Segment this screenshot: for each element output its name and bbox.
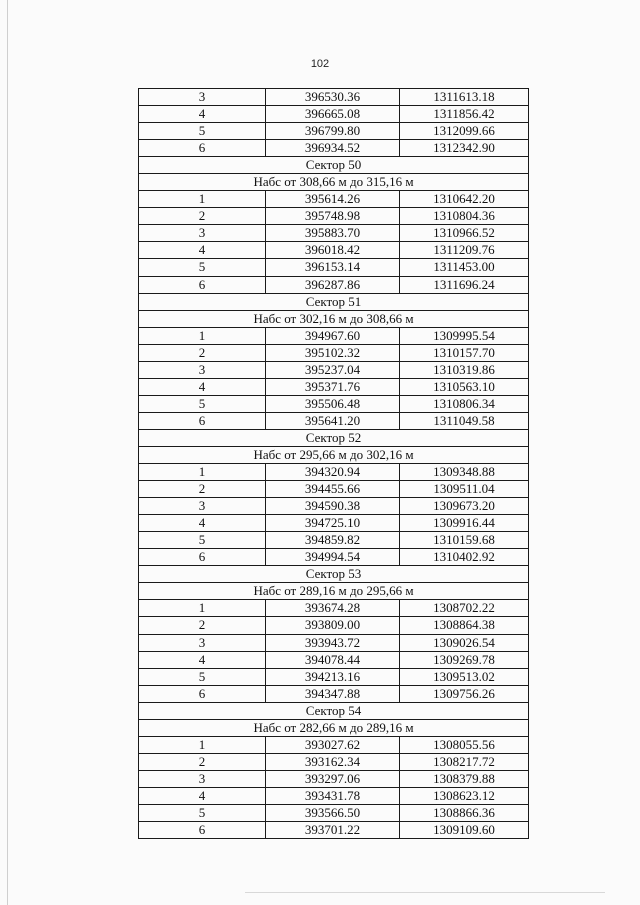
table-row	[139, 361, 529, 378]
table-row	[139, 395, 529, 412]
x-coordinate-cell: 395506.48	[266, 395, 400, 412]
point-number-cell: 5	[139, 123, 266, 140]
point-number-cell: 6	[139, 276, 266, 293]
x-coordinate-cell: 394320.94	[266, 464, 400, 481]
y-coordinate-cell: 1308379.88	[400, 770, 529, 787]
sector-range-row	[139, 719, 529, 736]
page-number: 102	[310, 58, 330, 70]
table-row	[139, 549, 529, 566]
x-coordinate-cell: 394994.54	[266, 549, 400, 566]
table-row	[139, 651, 529, 668]
point-number-cell: 2	[139, 208, 266, 225]
point-number-cell: 2	[139, 481, 266, 498]
x-coordinate-cell: 396018.42	[266, 242, 400, 259]
y-coordinate-cell: 1311049.58	[400, 412, 529, 429]
y-coordinate-cell: 1309995.54	[400, 327, 529, 344]
x-coordinate-cell: 396799.80	[266, 123, 400, 140]
table-row	[139, 464, 529, 481]
y-coordinate-cell: 1311209.76	[400, 242, 529, 259]
y-coordinate-cell: 1312099.66	[400, 123, 529, 140]
point-number-cell: 4	[139, 651, 266, 668]
table-row	[139, 327, 529, 344]
coordinates-table-body	[139, 89, 529, 839]
sector-range-row	[139, 446, 529, 463]
x-coordinate-cell: 393027.62	[266, 736, 400, 753]
y-coordinate-cell: 1308055.56	[400, 736, 529, 753]
y-coordinate-cell: 1309756.26	[400, 685, 529, 702]
table-row	[139, 191, 529, 208]
x-coordinate-cell: 394967.60	[266, 327, 400, 344]
y-coordinate-cell: 1309269.78	[400, 651, 529, 668]
table-row	[139, 208, 529, 225]
x-coordinate-cell: 395883.70	[266, 225, 400, 242]
table-row	[139, 344, 529, 361]
sector-range: Набс от 289,16 м до 295,66 м	[139, 583, 529, 600]
y-coordinate-cell: 1309511.04	[400, 481, 529, 498]
table-row	[139, 668, 529, 685]
point-number-cell: 4	[139, 515, 266, 532]
sector-title-row	[139, 566, 529, 583]
y-coordinate-cell: 1308864.38	[400, 617, 529, 634]
table-row	[139, 140, 529, 157]
x-coordinate-cell: 393431.78	[266, 787, 400, 804]
table-row	[139, 276, 529, 293]
y-coordinate-cell: 1308623.12	[400, 787, 529, 804]
sector-title-row	[139, 429, 529, 446]
point-number-cell: 4	[139, 378, 266, 395]
x-coordinate-cell: 395748.98	[266, 208, 400, 225]
x-coordinate-cell: 393701.22	[266, 822, 400, 839]
table-row	[139, 412, 529, 429]
x-coordinate-cell: 396287.86	[266, 276, 400, 293]
point-number-cell: 1	[139, 600, 266, 617]
table-row	[139, 736, 529, 753]
x-coordinate-cell: 396153.14	[266, 259, 400, 276]
table-row	[139, 804, 529, 821]
sector-title: Сектор 51	[139, 293, 529, 310]
sector-range-row	[139, 174, 529, 191]
x-coordinate-cell: 395371.76	[266, 378, 400, 395]
table-row	[139, 634, 529, 651]
y-coordinate-cell: 1308702.22	[400, 600, 529, 617]
point-number-cell: 2	[139, 753, 266, 770]
x-coordinate-cell: 393809.00	[266, 617, 400, 634]
y-coordinate-cell: 1310642.20	[400, 191, 529, 208]
sector-title: Сектор 53	[139, 566, 529, 583]
x-coordinate-cell: 394590.38	[266, 498, 400, 515]
y-coordinate-cell: 1312342.90	[400, 140, 529, 157]
point-number-cell: 3	[139, 89, 266, 106]
table-row	[139, 242, 529, 259]
x-coordinate-cell: 394347.88	[266, 685, 400, 702]
point-number-cell: 1	[139, 464, 266, 481]
point-number-cell: 6	[139, 549, 266, 566]
y-coordinate-cell: 1309348.88	[400, 464, 529, 481]
sector-range-row	[139, 310, 529, 327]
table-row	[139, 822, 529, 839]
sector-title: Сектор 50	[139, 157, 529, 174]
x-coordinate-cell: 394455.66	[266, 481, 400, 498]
sector-range: Набс от 302,16 м до 308,66 м	[139, 310, 529, 327]
y-coordinate-cell: 1310966.52	[400, 225, 529, 242]
point-number-cell: 2	[139, 617, 266, 634]
point-number-cell: 3	[139, 498, 266, 515]
y-coordinate-cell: 1308217.72	[400, 753, 529, 770]
table-row	[139, 123, 529, 140]
table-row	[139, 770, 529, 787]
table-row	[139, 106, 529, 123]
y-coordinate-cell: 1311613.18	[400, 89, 529, 106]
page-edge-bottom	[245, 892, 605, 893]
y-coordinate-cell: 1309673.20	[400, 498, 529, 515]
point-number-cell: 5	[139, 259, 266, 276]
point-number-cell: 5	[139, 395, 266, 412]
y-coordinate-cell: 1310319.86	[400, 361, 529, 378]
y-coordinate-cell: 1310159.68	[400, 532, 529, 549]
table-row	[139, 685, 529, 702]
y-coordinate-cell: 1310806.34	[400, 395, 529, 412]
coordinates-table	[138, 88, 529, 839]
table-row	[139, 481, 529, 498]
point-number-cell: 3	[139, 361, 266, 378]
y-coordinate-cell: 1311696.24	[400, 276, 529, 293]
point-number-cell: 6	[139, 412, 266, 429]
x-coordinate-cell: 394213.16	[266, 668, 400, 685]
point-number-cell: 3	[139, 634, 266, 651]
table-row	[139, 498, 529, 515]
point-number-cell: 4	[139, 242, 266, 259]
x-coordinate-cell: 395237.04	[266, 361, 400, 378]
point-number-cell: 6	[139, 685, 266, 702]
y-coordinate-cell: 1311453.00	[400, 259, 529, 276]
point-number-cell: 1	[139, 327, 266, 344]
table-row	[139, 617, 529, 634]
y-coordinate-cell: 1311856.42	[400, 106, 529, 123]
point-number-cell: 5	[139, 804, 266, 821]
y-coordinate-cell: 1309026.54	[400, 634, 529, 651]
sector-range: Набс от 295,66 м до 302,16 м	[139, 446, 529, 463]
x-coordinate-cell: 394078.44	[266, 651, 400, 668]
y-coordinate-cell: 1309513.02	[400, 668, 529, 685]
x-coordinate-cell: 393566.50	[266, 804, 400, 821]
point-number-cell: 1	[139, 191, 266, 208]
point-number-cell: 5	[139, 668, 266, 685]
table-row	[139, 532, 529, 549]
table-row	[139, 225, 529, 242]
point-number-cell: 6	[139, 822, 266, 839]
y-coordinate-cell: 1309109.60	[400, 822, 529, 839]
table-row	[139, 378, 529, 395]
point-number-cell: 2	[139, 344, 266, 361]
x-coordinate-cell: 393162.34	[266, 753, 400, 770]
table-row	[139, 787, 529, 804]
table-row	[139, 600, 529, 617]
x-coordinate-cell: 393297.06	[266, 770, 400, 787]
point-number-cell: 3	[139, 770, 266, 787]
sector-range: Набс от 282,66 м до 289,16 м	[139, 719, 529, 736]
x-coordinate-cell: 396665.08	[266, 106, 400, 123]
x-coordinate-cell: 395641.20	[266, 412, 400, 429]
table-row	[139, 515, 529, 532]
sector-range: Набс от 308,66 м до 315,16 м	[139, 174, 529, 191]
point-number-cell: 4	[139, 106, 266, 123]
x-coordinate-cell: 393674.28	[266, 600, 400, 617]
y-coordinate-cell: 1309916.44	[400, 515, 529, 532]
sector-range-row	[139, 583, 529, 600]
y-coordinate-cell: 1310804.36	[400, 208, 529, 225]
x-coordinate-cell: 396530.36	[266, 89, 400, 106]
sector-title: Сектор 52	[139, 429, 529, 446]
x-coordinate-cell: 396934.52	[266, 140, 400, 157]
point-number-cell: 3	[139, 225, 266, 242]
point-number-cell: 4	[139, 787, 266, 804]
sector-title-row	[139, 157, 529, 174]
point-number-cell: 5	[139, 532, 266, 549]
table-row	[139, 89, 529, 106]
y-coordinate-cell: 1310157.70	[400, 344, 529, 361]
x-coordinate-cell: 395614.26	[266, 191, 400, 208]
x-coordinate-cell: 394725.10	[266, 515, 400, 532]
sector-title-row	[139, 293, 529, 310]
point-number-cell: 1	[139, 736, 266, 753]
point-number-cell: 6	[139, 140, 266, 157]
page-edge-left	[7, 0, 8, 905]
sector-title-row	[139, 702, 529, 719]
table-row	[139, 753, 529, 770]
x-coordinate-cell: 393943.72	[266, 634, 400, 651]
y-coordinate-cell: 1310563.10	[400, 378, 529, 395]
table-row	[139, 259, 529, 276]
y-coordinate-cell: 1310402.92	[400, 549, 529, 566]
y-coordinate-cell: 1308866.36	[400, 804, 529, 821]
sector-title: Сектор 54	[139, 702, 529, 719]
x-coordinate-cell: 395102.32	[266, 344, 400, 361]
x-coordinate-cell: 394859.82	[266, 532, 400, 549]
